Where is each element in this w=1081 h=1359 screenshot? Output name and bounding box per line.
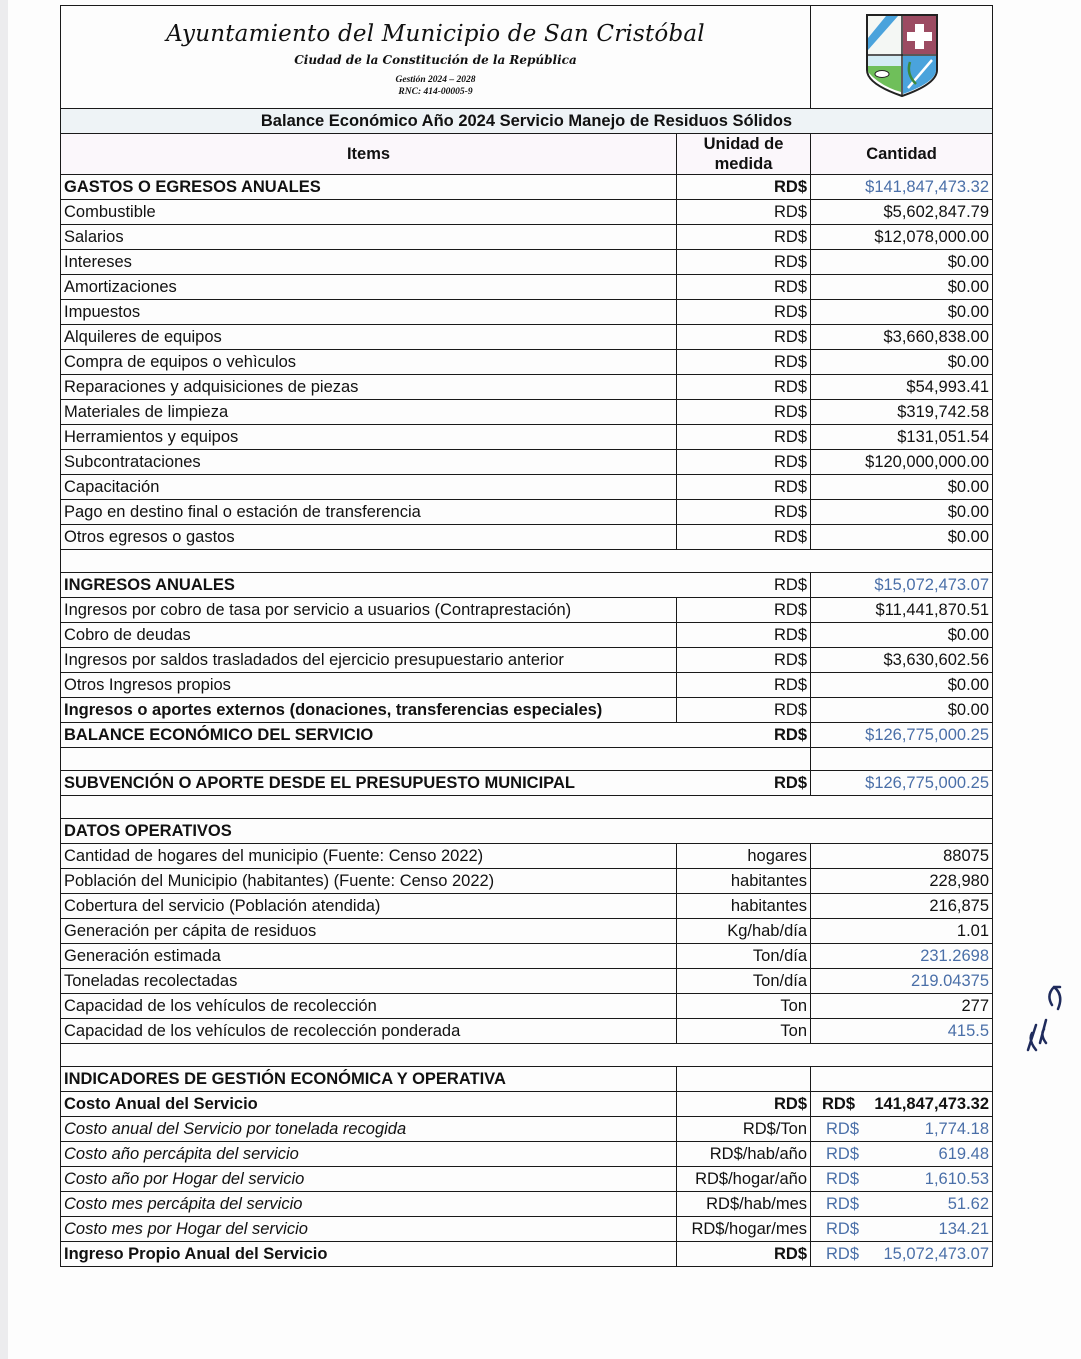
item-label: Intereses [61, 250, 677, 275]
amount-cell: 231.2698 [811, 944, 993, 969]
indicator-value: 15,072,473.07 [883, 1245, 990, 1263]
table-row [61, 250, 993, 275]
amount-cell: $0.00 [811, 275, 993, 300]
table-row [61, 944, 993, 969]
unit-cell: RD$ [677, 598, 811, 623]
table-row [61, 648, 993, 673]
unit-cell: RD$ [677, 525, 811, 550]
section-title-datos: DATOS OPERATIVOS [61, 819, 993, 844]
letterhead [61, 6, 811, 109]
unit-cell: RD$ [677, 275, 811, 300]
indicator-value: 141,847,473.32 [874, 1095, 990, 1113]
amount-cell: 219.04375 [811, 969, 993, 994]
section-header-row [61, 175, 993, 200]
table-row [61, 894, 993, 919]
item-label: Cobro de deudas [61, 623, 677, 648]
table-row [61, 425, 993, 450]
section-title-indicadores: INDICADORES DE GESTIÓN ECONÓMICA Y OPERATIVA [61, 1067, 677, 1092]
table-row [61, 300, 993, 325]
indicator-value: 1,610.53 [924, 1170, 990, 1188]
unit-cell: RD$ [677, 500, 811, 525]
amount-cell: 277 [811, 994, 993, 1019]
indicator-amount [811, 1117, 993, 1142]
item-label: Toneladas recolectadas [61, 969, 677, 994]
table-row [61, 919, 993, 944]
item-label: Subcontrataciones [61, 450, 677, 475]
unit-cell: RD$/hab/año [677, 1142, 811, 1167]
table-row [61, 375, 993, 400]
amount-cell: $0.00 [811, 525, 993, 550]
section-header-row [61, 573, 993, 598]
total-gastos-value: $141,847,473.32 [811, 175, 993, 200]
total-ingresos-value: $15,072,473.07 [811, 573, 993, 598]
amount-cell: $0.00 [811, 623, 993, 648]
spacer-cell [61, 796, 993, 819]
column-header-unit: Unidad de medida [677, 134, 811, 175]
unit-cell: RD$ [677, 1092, 811, 1117]
item-label: Materiales de limpieza [61, 400, 677, 425]
indicator-label: Costo año por Hogar del servicio [61, 1167, 677, 1192]
amount-cell: $0.00 [811, 475, 993, 500]
indicator-label: Costo mes percápita del servicio [61, 1192, 677, 1217]
item-label: Amortizaciones [61, 275, 677, 300]
term-text: Gestión 2024 – 2028 [395, 75, 476, 85]
table-row [61, 673, 993, 698]
spacer-cell [61, 748, 811, 771]
unit-cell: RD$/hogar/año [677, 1167, 811, 1192]
unit-cell: RD$ [677, 250, 811, 275]
amount-cell: $11,441,870.51 [811, 598, 993, 623]
item-label: Impuestos [61, 300, 677, 325]
empty-cell [677, 1067, 811, 1092]
currency-label: RD$ [826, 1145, 860, 1163]
unit-cell: RD$ [677, 648, 811, 673]
table-row [61, 475, 993, 500]
unit-cell: RD$ [677, 200, 811, 225]
municipality-title: Ayuntamiento del Municipio de San Cristóbal [166, 21, 705, 47]
spacer-row [61, 748, 993, 771]
table-row [61, 350, 993, 375]
amount-wrap [814, 1169, 989, 1189]
table-row [61, 1092, 993, 1117]
balance-label: BALANCE ECONÓMICO DEL SERVICIO [61, 723, 677, 748]
spacer-row [61, 1044, 993, 1067]
amount-cell: 415.5 [811, 1019, 993, 1044]
indicator-value: 134.21 [938, 1220, 990, 1238]
item-label: Pago en destino final o estación de transferencia [61, 500, 677, 525]
letterhead-row [61, 6, 993, 109]
item-label: Capacitación [61, 475, 677, 500]
coat-of-arms-icon [864, 12, 940, 98]
item-label: Otros egresos o gastos [61, 525, 677, 550]
unit-cell: Kg/hab/día [677, 919, 811, 944]
indicator-label: Costo Anual del Servicio [61, 1092, 677, 1117]
item-label: Cantidad de hogares del municipio (Fuente: Censo 2022) [61, 844, 677, 869]
section-title-ingresos: INGRESOS ANUALES [61, 573, 677, 598]
unit-cell: RD$ [677, 698, 811, 723]
subvencion-row [61, 771, 993, 796]
unit-cell: habitantes [677, 869, 811, 894]
amount-cell: $131,051.54 [811, 425, 993, 450]
unit-cell: RD$ [677, 350, 811, 375]
table-row [61, 1242, 993, 1267]
table-row [61, 1217, 993, 1242]
rnc-text: RNC: 414-00005-9 [398, 87, 473, 97]
unit-cell: RD$/Ton [677, 1117, 811, 1142]
item-label: Generación per cápita de residuos [61, 919, 677, 944]
section-title-gastos: GASTOS O EGRESOS ANUALES [61, 175, 677, 200]
report-title: Balance Económico Año 2024 Servicio Manejo de Residuos Sólidos [61, 109, 993, 134]
page-edge [0, 0, 8, 1359]
table-row [61, 400, 993, 425]
amount-cell: $120,000,000.00 [811, 450, 993, 475]
unit-cell: RD$ [677, 475, 811, 500]
item-label: Compra de equipos o vehìculos [61, 350, 677, 375]
table-row [61, 1192, 993, 1217]
empty-cell [811, 1067, 993, 1092]
table-row [61, 969, 993, 994]
item-label: Capacidad de los vehículos de recolección [61, 994, 677, 1019]
section-header-row [61, 819, 993, 844]
column-header-items: Items [61, 134, 677, 175]
table-row [61, 275, 993, 300]
unit-cell: RD$ [677, 771, 811, 796]
subvencion-value: $126,775,000.25 [811, 771, 993, 796]
item-label: Ingresos por saldos trasladados del ejercicio presupuestario anterior [61, 648, 677, 673]
unit-cell: RD$ [677, 225, 811, 250]
table-row [61, 1142, 993, 1167]
unit-cell: RD$ [677, 325, 811, 350]
amount-cell: $3,630,602.56 [811, 648, 993, 673]
amount-cell: $319,742.58 [811, 400, 993, 425]
item-label: Salarios [61, 225, 677, 250]
table-row [61, 325, 993, 350]
unit-cell: RD$ [677, 673, 811, 698]
amount-wrap [814, 1219, 989, 1239]
unit-cell: RD$ [677, 450, 811, 475]
amount-cell: $0.00 [811, 698, 993, 723]
indicator-amount [811, 1217, 993, 1242]
indicator-amount [811, 1192, 993, 1217]
table-row [61, 500, 993, 525]
logo-cell [811, 6, 993, 109]
balance-row [61, 723, 993, 748]
unit-cell: Ton/día [677, 944, 811, 969]
indicator-label: Costo mes por Hogar del servicio [61, 1217, 677, 1242]
unit-cell: RD$ [677, 723, 811, 748]
indicator-value: 619.48 [938, 1145, 990, 1163]
amount-cell: $0.00 [811, 250, 993, 275]
table-row [61, 1117, 993, 1142]
unit-cell: habitantes [677, 894, 811, 919]
table-row [61, 225, 993, 250]
amount-cell: $0.00 [811, 350, 993, 375]
item-label: Herramientos y equipos [61, 425, 677, 450]
table-row [61, 698, 993, 723]
balance-document [60, 5, 992, 1267]
unit-cell: RD$ [677, 300, 811, 325]
amount-cell: $12,078,000.00 [811, 225, 993, 250]
amount-cell: $3,660,838.00 [811, 325, 993, 350]
indicator-amount [811, 1167, 993, 1192]
handwritten-page-number [1018, 965, 1068, 1055]
table-row [61, 525, 993, 550]
table-row [61, 1167, 993, 1192]
unit-cell: RD$ [677, 425, 811, 450]
amount-cell: 228,980 [811, 869, 993, 894]
table-row [61, 623, 993, 648]
item-label: Combustible [61, 200, 677, 225]
table-row [61, 598, 993, 623]
municipality-subtitle: Ciudad de la Constitución de la República [294, 53, 577, 67]
unit-cell: RD$ [677, 400, 811, 425]
unit-cell: hogares [677, 844, 811, 869]
amount-cell: 88075 [811, 844, 993, 869]
currency-label: RD$ [826, 1220, 860, 1238]
spacer-cell [61, 550, 993, 573]
table-row [61, 450, 993, 475]
unit-cell: RD$ [677, 573, 811, 598]
currency-label: RD$ [822, 1095, 856, 1113]
unit-cell: Ton/día [677, 969, 811, 994]
spacer-cell [61, 1044, 993, 1067]
amount-cell: $0.00 [811, 673, 993, 698]
unit-cell: RD$/hogar/mes [677, 1217, 811, 1242]
indicator-amount [811, 1142, 993, 1167]
table-row [61, 844, 993, 869]
currency-label: RD$ [826, 1120, 860, 1138]
item-label: Ingresos por cobro de tasa por servicio a usuarios (Contraprestación) [61, 598, 677, 623]
table-row [61, 994, 993, 1019]
table-row [61, 200, 993, 225]
item-label: Ingresos o aportes externos (donaciones, transferencias especiales) [61, 698, 677, 723]
column-header-amount: Cantidad [811, 134, 993, 175]
unit-cell: RD$ [677, 375, 811, 400]
spacer-row [61, 796, 993, 819]
currency-label: RD$ [826, 1195, 860, 1213]
unit-cell: Ton [677, 1019, 811, 1044]
item-label: Generación estimada [61, 944, 677, 969]
indicator-amount [811, 1092, 993, 1117]
section-header-row [61, 1067, 993, 1092]
currency-label: RD$ [826, 1245, 860, 1263]
item-label: Otros Ingresos propios [61, 673, 677, 698]
amount-cell: 1.01 [811, 919, 993, 944]
spacer-cell [811, 748, 993, 771]
spacer-row [61, 550, 993, 573]
item-label: Reparaciones y adquisiciones de piezas [61, 375, 677, 400]
balance-value: $126,775,000.25 [811, 723, 993, 748]
item-label: Alquileres de equipos [61, 325, 677, 350]
indicator-label: Costo año percápita del servicio [61, 1142, 677, 1167]
amount-wrap [814, 1244, 989, 1264]
amount-wrap [814, 1194, 989, 1214]
amount-wrap [814, 1144, 989, 1164]
amount-wrap [814, 1094, 989, 1114]
indicator-label: Ingreso Propio Anual del Servicio [61, 1242, 677, 1267]
amount-cell: $54,993.41 [811, 375, 993, 400]
unit-cell: RD$ [677, 1242, 811, 1267]
unit-cell: RD$ [677, 623, 811, 648]
indicator-label: Costo anual del Servicio por tonelada recogida [61, 1117, 677, 1142]
amount-wrap [814, 1119, 989, 1139]
indicator-value: 51.62 [947, 1195, 990, 1213]
table-row [61, 1019, 993, 1044]
indicator-amount [811, 1242, 993, 1267]
balance-table [60, 5, 993, 1267]
currency-label: RD$ [826, 1170, 860, 1188]
item-label: Población del Municipio (habitantes) (Fuente: Censo 2022) [61, 869, 677, 894]
table-row [61, 869, 993, 894]
amount-cell: $0.00 [811, 300, 993, 325]
subvencion-label: SUBVENCIÓN O APORTE DESDE EL PRESUPUESTO MUNICIPAL [61, 771, 677, 796]
item-label: Cobertura del servicio (Población atendida) [61, 894, 677, 919]
item-label: Capacidad de los vehículos de recolección ponderada [61, 1019, 677, 1044]
amount-cell: $0.00 [811, 500, 993, 525]
unit-cell: Ton [677, 994, 811, 1019]
amount-cell: 216,875 [811, 894, 993, 919]
amount-cell: $5,602,847.79 [811, 200, 993, 225]
indicator-value: 1,774.18 [924, 1120, 990, 1138]
unit-cell: RD$/hab/mes [677, 1192, 811, 1217]
unit-cell: RD$ [677, 175, 811, 200]
